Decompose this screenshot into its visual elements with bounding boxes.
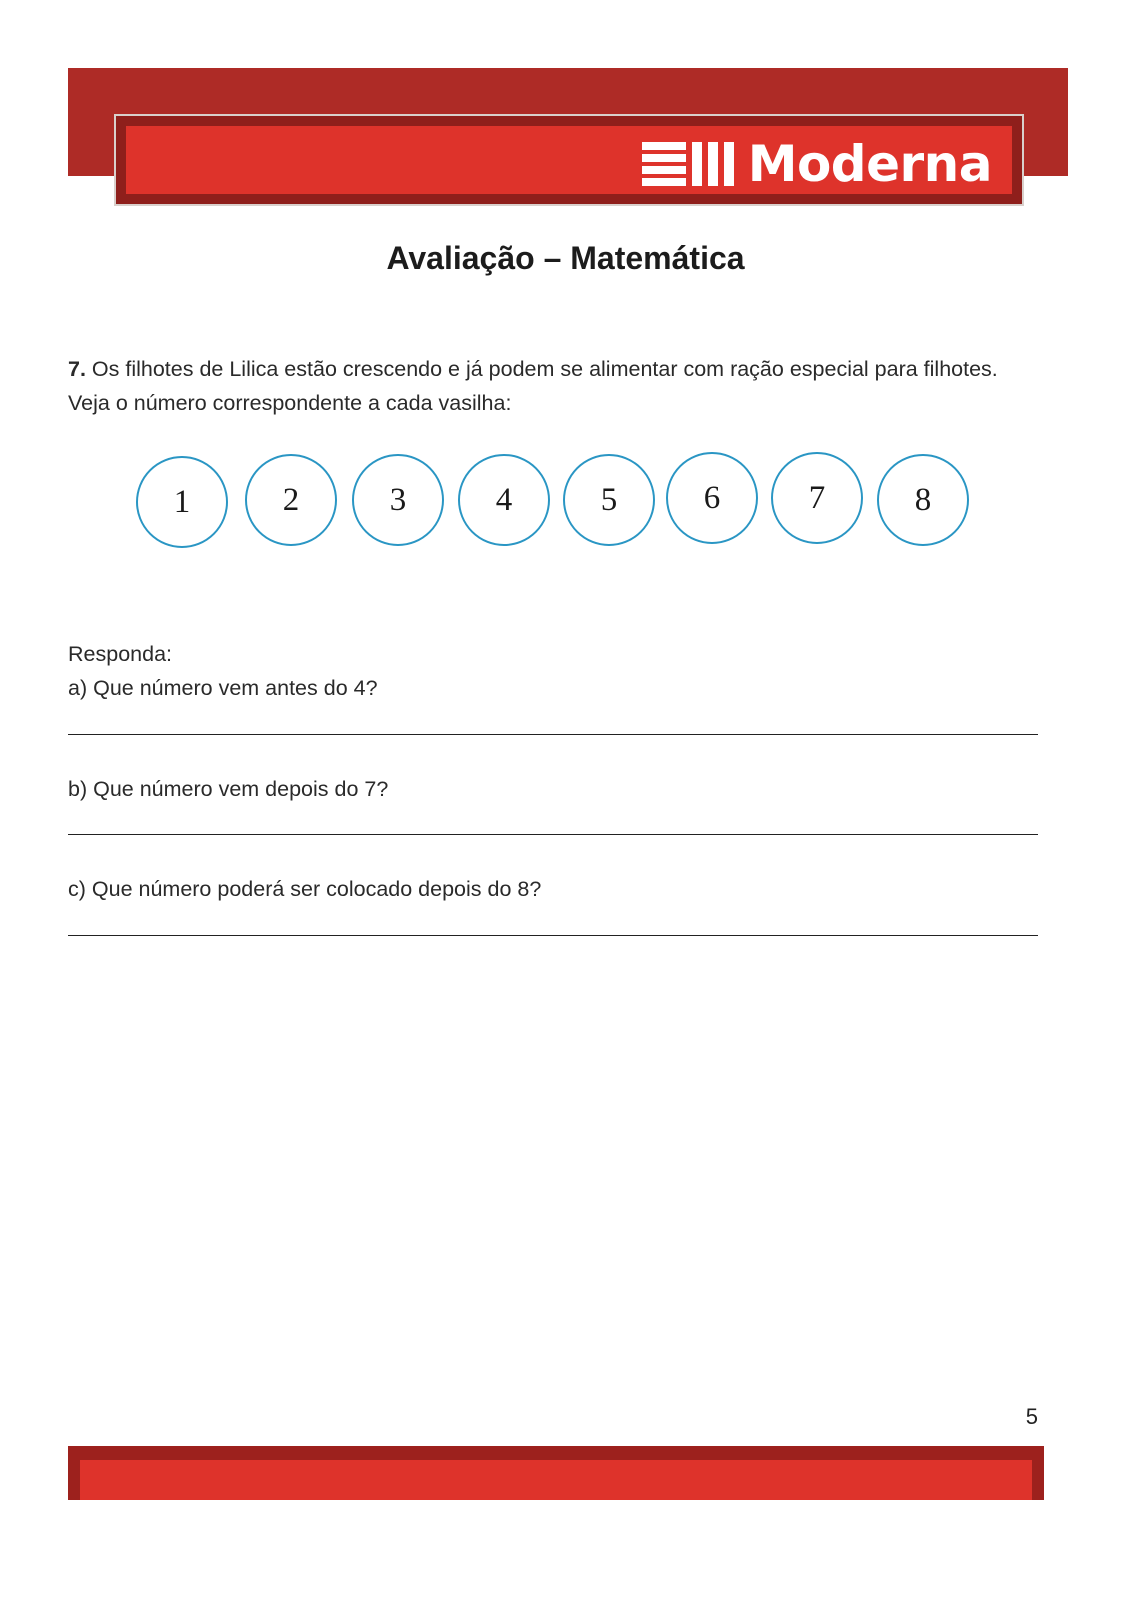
question-b: b) Que número vem depois do 7? (68, 777, 389, 801)
bowl-4: 4 (458, 454, 550, 546)
answer-line-b[interactable] (68, 834, 1038, 835)
question-c: c) Que número poderá ser colocado depois do 8? (68, 877, 542, 901)
bowl-8: 8 (877, 454, 969, 546)
footer-band (68, 1446, 1044, 1500)
answer-line-c[interactable] (68, 935, 1038, 936)
bowls-row (136, 454, 996, 554)
page-number: 5 (1025, 1404, 1038, 1429)
moderna-logo-icon (642, 142, 736, 186)
footer-band-fill (80, 1460, 1032, 1500)
question-text-line1: Os filhotes de Lilica estão crescendo e já podem se alimentar com ração especial para filhotes. (85, 357, 998, 381)
question-number: 7. (68, 357, 86, 381)
bowl-2: 2 (245, 454, 337, 546)
bowl-7: 7 (771, 452, 863, 544)
brand-name: Moderna (747, 135, 992, 193)
header-logo-bar-fill (126, 126, 1012, 194)
bowl-5: 5 (563, 454, 655, 546)
bowl-6: 6 (666, 452, 758, 544)
bowl-1: 1 (136, 456, 228, 548)
question-7 (68, 352, 1068, 420)
question-text-line2: Veja o número correspondente a cada vasilha: (68, 391, 512, 415)
answers-intro: Responda: (68, 642, 172, 666)
header-logo-bar (114, 114, 1024, 206)
answer-line-a[interactable] (68, 734, 1038, 735)
bowl-3: 3 (352, 454, 444, 546)
page-title: Avaliação – Matemática (386, 240, 745, 276)
question-a: a) Que número vem antes do 4? (68, 676, 378, 700)
brand-logo (642, 136, 992, 192)
